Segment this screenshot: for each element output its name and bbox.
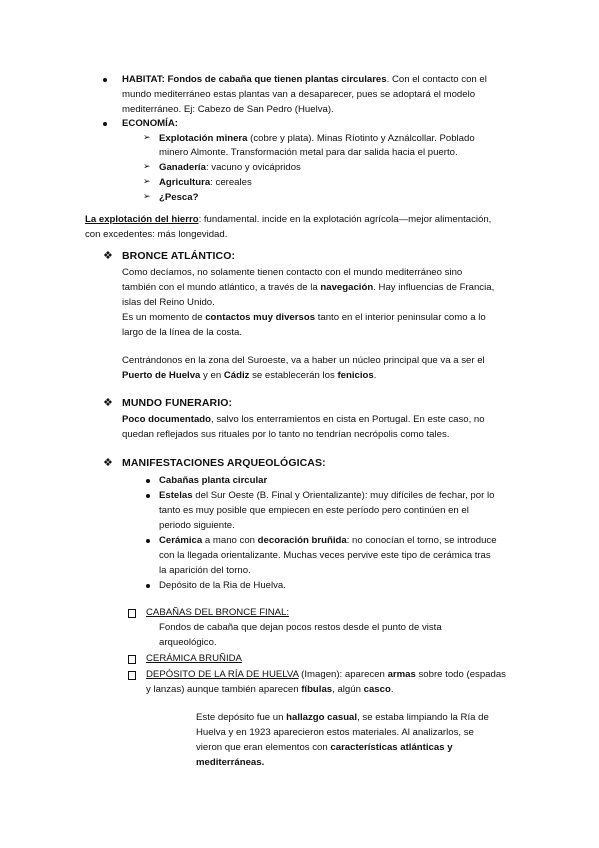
text-span: . Hay influencias de Francia, xyxy=(373,282,495,293)
habitat-paragraph xyxy=(122,72,487,88)
text-span: , algún xyxy=(332,684,364,695)
hierro-rest: : fundamental. incide en la explotación agrícola—mejor alimentación, xyxy=(198,214,492,225)
text-bold: Puerto de Huelva xyxy=(122,370,201,381)
text-span: sobre todo (espadas xyxy=(415,669,506,680)
hierro-label: La explotación del hierro xyxy=(85,214,199,225)
text-bold: fíbulas xyxy=(301,684,333,695)
text-line: Fondos de cabaña que dejan pocos restos desde el punto de vista xyxy=(159,622,442,633)
checkbox-bullet-icon xyxy=(128,671,136,680)
text-line: Depósito de la Ria de Huelva. xyxy=(159,580,286,591)
bullet-icon xyxy=(146,584,150,588)
text-line: Como decíamos, no solamente tienen contacto con el mundo mediterráneo sino xyxy=(122,267,463,278)
text-line xyxy=(159,533,497,549)
text-bold: Cádiz xyxy=(223,370,250,381)
text-span: : no conocían el torno, se introduce xyxy=(346,535,497,546)
text-bold: fenicios xyxy=(337,370,374,381)
text-line: periodo siguiente. xyxy=(159,520,235,531)
economia-label-text: ECONOMÍA: xyxy=(122,118,178,129)
checkbox-bullet-icon xyxy=(128,609,136,618)
text-line: tanto es muy posible que empiecen en este período pero continúen en el xyxy=(159,505,469,516)
text-line: arqueológico. xyxy=(159,637,217,648)
text-line: Centrándonos en la zona del Suroeste, va a haber un núcleo principal que va a ser el xyxy=(122,355,485,366)
text-line: CABAÑAS DEL BRONCE FINAL: xyxy=(146,607,290,618)
arrow-bullet-icon: ➢ xyxy=(143,176,151,186)
text-line xyxy=(159,488,494,504)
hierro-paragraph xyxy=(85,212,491,228)
item-rest: : vacuno y ovicápridos xyxy=(205,162,301,173)
text-line: la aparición del torno. xyxy=(159,565,251,576)
diamond-bullet-icon: ❖ xyxy=(103,397,113,409)
bullet-icon xyxy=(146,539,150,543)
section-title: MUNDO FUNERARIO: xyxy=(122,397,233,409)
habitat-line3: mediterráneo. Ej: Cabezo de San Pedro (Huelva). xyxy=(122,104,334,115)
text-bold: Cabañas planta circular xyxy=(159,475,268,486)
text-span: y en xyxy=(200,370,224,381)
text-bold: Cerámica xyxy=(159,535,203,546)
text-line xyxy=(122,368,376,384)
section-title: BRONCE ATLÁNTICO: xyxy=(122,250,236,262)
text-span: . xyxy=(373,370,377,381)
text-line: con la llegada orientalizante. Muchas veces pervive este tipo de cerámica tras xyxy=(159,550,491,561)
item-bold: ¿Pesca? xyxy=(159,192,199,203)
habitat-label: HABITAT: xyxy=(122,74,165,85)
text-span: Este depósito fue un xyxy=(196,712,287,723)
economia-item xyxy=(159,160,301,176)
bullet-icon xyxy=(103,122,107,126)
bullet-icon xyxy=(146,494,150,498)
arrow-bullet-icon: ➢ xyxy=(143,191,151,201)
text-span: también con el mundo atlántico, a través de la xyxy=(122,282,321,293)
text-line xyxy=(122,280,494,296)
text-span: se establecerán los xyxy=(249,370,338,381)
bullet-icon xyxy=(146,479,150,483)
section-title: MANIFESTACIONES ARQUEOLÓGICAS: xyxy=(122,457,326,469)
text-bold: Poco documentado xyxy=(122,414,212,425)
text-bold: casco xyxy=(363,684,391,695)
text-span: Es un momento de xyxy=(122,312,206,323)
item-bold: Agricultura xyxy=(159,177,211,188)
text-line: Huelva y en 1923 aparecieron estos materiales. Al analizarlos, se xyxy=(196,727,474,738)
hierro-line2: con excedentes: más longevidad. xyxy=(85,229,228,240)
text-line: largo de la línea de la costa. xyxy=(122,327,243,338)
bullet-icon xyxy=(103,78,107,82)
item-bold: Ganadería xyxy=(159,162,206,173)
text-bold: navegación xyxy=(320,282,374,293)
text-bold: mediterráneas. xyxy=(196,757,265,768)
diamond-bullet-icon: ❖ xyxy=(103,250,113,262)
text-bold: decoración bruñida xyxy=(257,535,347,546)
text-line xyxy=(146,667,506,683)
text-span: , salvo los enterramientos en cista en Portugal. En este caso, no xyxy=(211,414,485,425)
economia-item-line2: minero Almonte. Transformación metal para dar salida hacia el puerto. xyxy=(159,147,458,158)
arrow-bullet-icon: ➢ xyxy=(143,161,151,171)
text-line xyxy=(122,412,485,428)
text-line xyxy=(159,473,267,489)
item-bold: Explotación minera xyxy=(159,133,248,144)
diamond-bullet-icon: ❖ xyxy=(103,457,113,469)
text-bold: armas xyxy=(387,669,416,680)
habitat-rest: . Con el contacto con el xyxy=(386,74,487,85)
text-span: . xyxy=(390,684,394,695)
text-span: DEPÓSITO DE LA RÍA DE HUELVA xyxy=(146,669,299,680)
economia-item xyxy=(159,175,252,191)
text-line xyxy=(196,710,489,726)
text-bold: características atlánticas y xyxy=(330,742,453,753)
habitat-bold: Fondos de cabaña que tienen plantas circulares xyxy=(167,74,387,85)
economia-label xyxy=(122,116,178,132)
item-rest: : cereales xyxy=(210,177,252,188)
text-span: vieron que eran elementos con xyxy=(196,742,331,753)
text-bold: contactos muy diversos xyxy=(205,312,316,323)
habitat-line2: mundo mediterráneo estas plantas van a desaparecer, pues se adoptará el modelo xyxy=(122,89,476,100)
text-line: islas del Reino Unido. xyxy=(122,297,215,308)
text-span: del Sur Oeste (B. Final y Orientalizante): muy difíciles de fechar, por lo xyxy=(192,490,495,501)
text-bold: Estelas xyxy=(159,490,193,501)
text-span: y lanzas) aunque también aparecen xyxy=(146,684,302,695)
economia-item xyxy=(159,190,198,206)
text-span: a mano con xyxy=(202,535,258,546)
text-line: quedan reflejados sus rituales por lo tanto no tendrían necrópolis como tales. xyxy=(122,429,450,440)
text-span: , se estaba limpiando la Ría de xyxy=(357,712,489,723)
text-span: (Imagen): aparecen xyxy=(298,669,388,680)
text-line: CERÁMICA BRUÑIDA xyxy=(146,653,242,664)
item-rest: (cobre y plata). Minas Ríotinto y Aználcollar. Poblado xyxy=(247,133,475,144)
text-span: tanto en el interior peninsular como a lo xyxy=(315,312,486,323)
text-line xyxy=(196,740,453,756)
checkbox-bullet-icon xyxy=(128,655,136,664)
arrow-bullet-icon: ➢ xyxy=(143,132,151,142)
text-line xyxy=(122,310,486,326)
text-line xyxy=(146,682,393,698)
text-line xyxy=(196,755,264,771)
text-bold: hallazgo casual xyxy=(286,712,358,723)
